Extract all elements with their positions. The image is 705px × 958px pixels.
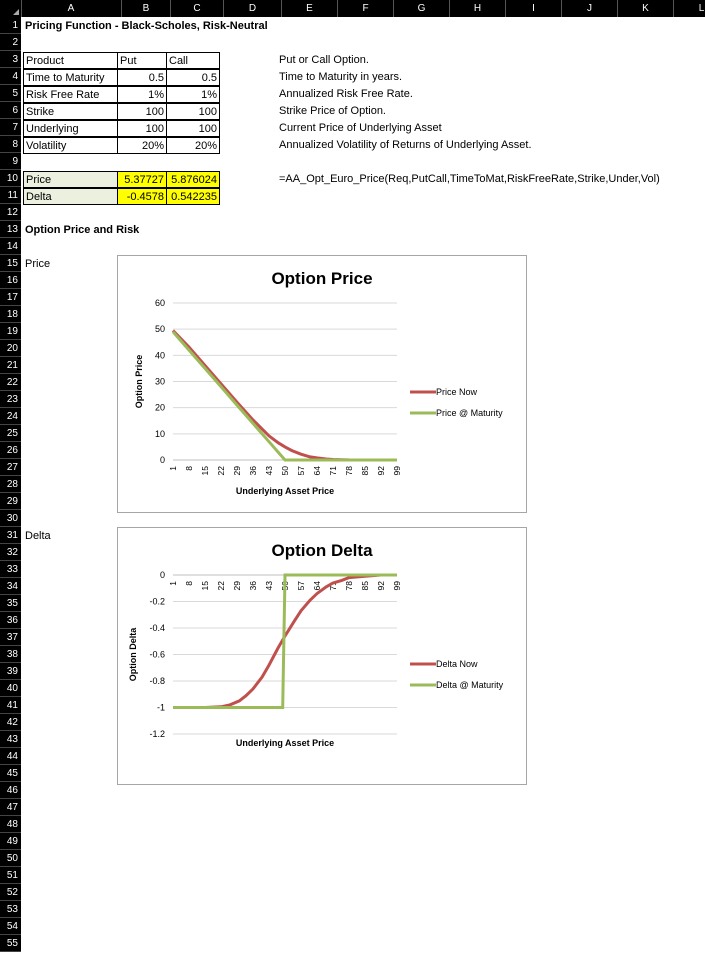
y-axis-label: Option Price (134, 354, 144, 409)
column-header-d[interactable]: D (224, 0, 282, 17)
row-header-4[interactable]: 4 (0, 68, 21, 85)
x-tick-label: 15 (200, 581, 210, 591)
row-header-38[interactable]: 38 (0, 646, 21, 663)
table-cell-put[interactable]: 20% (117, 137, 167, 154)
series-line-now[interactable] (173, 331, 397, 461)
row-header-3[interactable]: 3 (0, 51, 21, 68)
row-header-14[interactable]: 14 (0, 238, 21, 255)
sheet-title[interactable]: Pricing Function - Black-Scholes, Risk-Neutral (25, 20, 268, 32)
table-cell-call[interactable]: 100 (166, 120, 220, 137)
x-tick-label: 22 (216, 581, 226, 591)
column-header-h[interactable]: H (450, 0, 506, 17)
column-header-a[interactable]: A (21, 0, 122, 17)
delta-label[interactable]: Delta (25, 530, 51, 542)
y-axis-label: Option Delta (128, 627, 138, 682)
x-tick-label: 8 (184, 466, 194, 471)
row-header-1[interactable]: 1 (0, 17, 21, 34)
y-tick-label: -0.6 (149, 649, 165, 660)
row-header-21[interactable]: 21 (0, 357, 21, 374)
row-header-54[interactable]: 54 (0, 918, 21, 935)
row-header-44[interactable]: 44 (0, 748, 21, 765)
row-header-27[interactable]: 27 (0, 459, 21, 476)
table-cell-put[interactable]: 100 (117, 120, 167, 137)
legend-label[interactable]: Delta Now (436, 659, 478, 669)
x-axis-label: Underlying Asset Price (235, 738, 335, 748)
row-header-19[interactable]: 19 (0, 323, 21, 340)
x-tick-label: 43 (264, 581, 274, 591)
x-tick-label: 99 (392, 466, 402, 476)
x-tick-label: 1 (168, 581, 178, 586)
row-header-45[interactable]: 45 (0, 765, 21, 782)
row-header-37[interactable]: 37 (0, 629, 21, 646)
table-cell-call[interactable]: 100 (166, 103, 220, 120)
series-line-maturity[interactable] (173, 575, 397, 708)
result-put[interactable]: 5.37727 (117, 171, 167, 188)
row-header-52[interactable]: 52 (0, 884, 21, 901)
column-header-i[interactable]: I (506, 0, 562, 17)
row-header-9[interactable]: 9 (0, 153, 21, 170)
row-header-5[interactable]: 5 (0, 85, 21, 102)
x-axis-label: Underlying Asset Price (235, 486, 335, 496)
row-header-8[interactable]: 8 (0, 136, 21, 153)
y-tick-label: 0 (159, 455, 165, 465)
note-text[interactable]: Time to Maturity in years. (279, 71, 403, 83)
option-delta-chart[interactable] (117, 527, 527, 785)
y-tick-label: 10 (154, 428, 165, 439)
row-header-50[interactable]: 50 (0, 850, 21, 867)
row-header-25[interactable]: 25 (0, 425, 21, 442)
row-header-10[interactable]: 10 (0, 170, 21, 187)
legend-label[interactable]: Price Now (436, 387, 478, 397)
row-header-53[interactable]: 53 (0, 901, 21, 918)
x-tick-label: 64 (312, 581, 322, 591)
y-tick-label: 40 (154, 350, 165, 361)
x-tick-label: 85 (360, 466, 370, 476)
section-title[interactable]: Option Price and Risk (25, 224, 140, 236)
x-tick-label: 78 (344, 581, 354, 591)
y-tick-label: 60 (154, 298, 165, 308)
option-price-chart[interactable] (117, 255, 527, 513)
row-header-18[interactable]: 18 (0, 306, 21, 323)
row-header-23[interactable]: 23 (0, 391, 21, 408)
row-header-41[interactable]: 41 (0, 697, 21, 714)
table-header-product[interactable]: Product (23, 52, 118, 69)
column-header-c[interactable]: C (171, 0, 224, 17)
y-tick-label: -0.8 (149, 676, 165, 686)
legend-label[interactable]: Price @ Maturity (436, 408, 503, 418)
y-tick-label: -0.4 (149, 623, 165, 633)
row-header-28[interactable]: 28 (0, 476, 21, 493)
x-tick-label: 78 (344, 466, 354, 476)
row-header-12[interactable]: 12 (0, 204, 21, 221)
x-tick-label: 50 (280, 581, 290, 591)
table-row-label[interactable]: Risk Free Rate (23, 86, 118, 103)
row-header-30[interactable]: 30 (0, 510, 21, 527)
x-tick-label: 1 (168, 466, 178, 471)
x-tick-label: 43 (264, 466, 274, 476)
column-header-g[interactable]: G (394, 0, 450, 17)
y-tick-label: -0.2 (149, 596, 165, 607)
x-tick-label: 64 (312, 466, 322, 476)
option-delta-chart-svg (118, 528, 526, 784)
row-header-31[interactable]: 31 (0, 527, 21, 544)
select-all-corner[interactable] (0, 0, 22, 17)
row-header-33[interactable]: 33 (0, 561, 21, 578)
note-text[interactable]: Current Price of Underlying Asset (279, 122, 442, 134)
row-header-48[interactable]: 48 (0, 816, 21, 833)
table-cell-put[interactable]: 100 (117, 103, 167, 120)
column-header-j[interactable]: J (562, 0, 618, 17)
row-header-26[interactable]: 26 (0, 442, 21, 459)
x-tick-label: 92 (376, 466, 386, 476)
table-row-label[interactable]: Volatility (23, 137, 118, 154)
note-text[interactable]: Put or Call Option. (279, 54, 369, 66)
row-header-24[interactable]: 24 (0, 408, 21, 425)
result-label[interactable]: Price (23, 171, 118, 188)
table-cell-call[interactable]: 20% (166, 137, 220, 154)
result-put[interactable]: -0.4578 (117, 188, 167, 205)
row-header-6[interactable]: 6 (0, 102, 21, 119)
note-text[interactable]: Strike Price of Option. (279, 105, 386, 117)
formula-text[interactable]: =AA_Opt_Euro_Price(Req,PutCall,TimeToMat,RiskFreeRate,Strike,Under,Vol) (279, 173, 660, 185)
note-text[interactable]: Annualized Volatility of Returns of Underlying Asset. (279, 139, 532, 151)
table-row-label[interactable]: Strike (23, 103, 118, 120)
row-header-51[interactable]: 51 (0, 867, 21, 884)
row-header-32[interactable]: 32 (0, 544, 21, 561)
x-tick-label: 29 (232, 581, 242, 591)
row-header-2[interactable]: 2 (0, 34, 21, 51)
row-header-29[interactable]: 29 (0, 493, 21, 510)
legend-label[interactable]: Delta @ Maturity (436, 680, 504, 690)
row-header-55[interactable]: 55 (0, 935, 21, 952)
option-price-chart-svg (118, 256, 526, 512)
row-header-13[interactable]: 13 (0, 221, 21, 238)
row-header-17[interactable]: 17 (0, 289, 21, 306)
column-header-k[interactable]: K (618, 0, 674, 17)
x-tick-label: 71 (328, 466, 338, 476)
x-tick-label: 85 (360, 581, 370, 591)
column-header-b[interactable]: B (122, 0, 171, 17)
row-header-46[interactable]: 46 (0, 782, 21, 799)
row-header-49[interactable]: 49 (0, 833, 21, 850)
y-tick-label: 0 (159, 570, 165, 580)
table-header-put[interactable]: Put (117, 52, 167, 69)
y-tick-label: 20 (154, 402, 165, 413)
x-tick-label: 57 (296, 466, 306, 476)
x-tick-label: 36 (248, 581, 258, 591)
chart-title: Option Delta (271, 541, 373, 560)
y-tick-label: 50 (154, 324, 165, 335)
table-header-call[interactable]: Call (166, 52, 220, 69)
column-header-f[interactable]: F (338, 0, 394, 17)
chart-title: Option Price (271, 269, 373, 288)
x-tick-label: 8 (184, 581, 194, 586)
x-tick-label: 36 (248, 466, 258, 476)
note-text[interactable]: Annualized Risk Free Rate. (279, 88, 413, 100)
row-header-16[interactable]: 16 (0, 272, 21, 289)
y-tick-label: 30 (154, 376, 165, 387)
table-cell-call[interactable]: 1% (166, 86, 220, 103)
result-call[interactable]: 0.542235 (166, 188, 220, 205)
price-label[interactable]: Price (25, 258, 51, 270)
row-header-40[interactable]: 40 (0, 680, 21, 697)
row-header-35[interactable]: 35 (0, 595, 21, 612)
row-header-15[interactable]: 15 (0, 255, 21, 272)
row-header-39[interactable]: 39 (0, 663, 21, 680)
row-header-47[interactable]: 47 (0, 799, 21, 816)
row-header-7[interactable]: 7 (0, 119, 21, 136)
row-header-11[interactable]: 11 (0, 187, 21, 204)
column-header-l[interactable]: L (674, 0, 705, 17)
row-header-34[interactable]: 34 (0, 578, 21, 595)
row-header-42[interactable]: 42 (0, 714, 21, 731)
x-tick-label: 29 (232, 466, 242, 476)
result-label[interactable]: Delta (23, 188, 118, 205)
series-line-maturity[interactable] (173, 332, 397, 460)
y-tick-label: -1 (156, 702, 165, 713)
y-tick-label: -1.2 (149, 729, 165, 739)
table-cell-put[interactable]: 1% (117, 86, 167, 103)
table-cell-put[interactable]: 0.5 (117, 69, 167, 86)
x-tick-label: 22 (216, 466, 226, 476)
column-header-e[interactable]: E (282, 0, 338, 17)
x-tick-label: 50 (280, 466, 290, 476)
x-tick-label: 15 (200, 466, 210, 476)
result-call[interactable]: 5.876024 (166, 171, 220, 188)
table-row-label[interactable]: Underlying (23, 120, 118, 137)
table-cell-call[interactable]: 0.5 (166, 69, 220, 86)
x-tick-label: 57 (296, 581, 306, 591)
x-tick-label: 71 (328, 581, 338, 591)
row-header-36[interactable]: 36 (0, 612, 21, 629)
table-row-label[interactable]: Time to Maturity (23, 69, 118, 86)
x-tick-label: 99 (392, 581, 402, 591)
row-header-22[interactable]: 22 (0, 374, 21, 391)
x-tick-label: 92 (376, 581, 386, 591)
row-header-43[interactable]: 43 (0, 731, 21, 748)
column-header-bar (0, 0, 705, 17)
row-header-20[interactable]: 20 (0, 340, 21, 357)
